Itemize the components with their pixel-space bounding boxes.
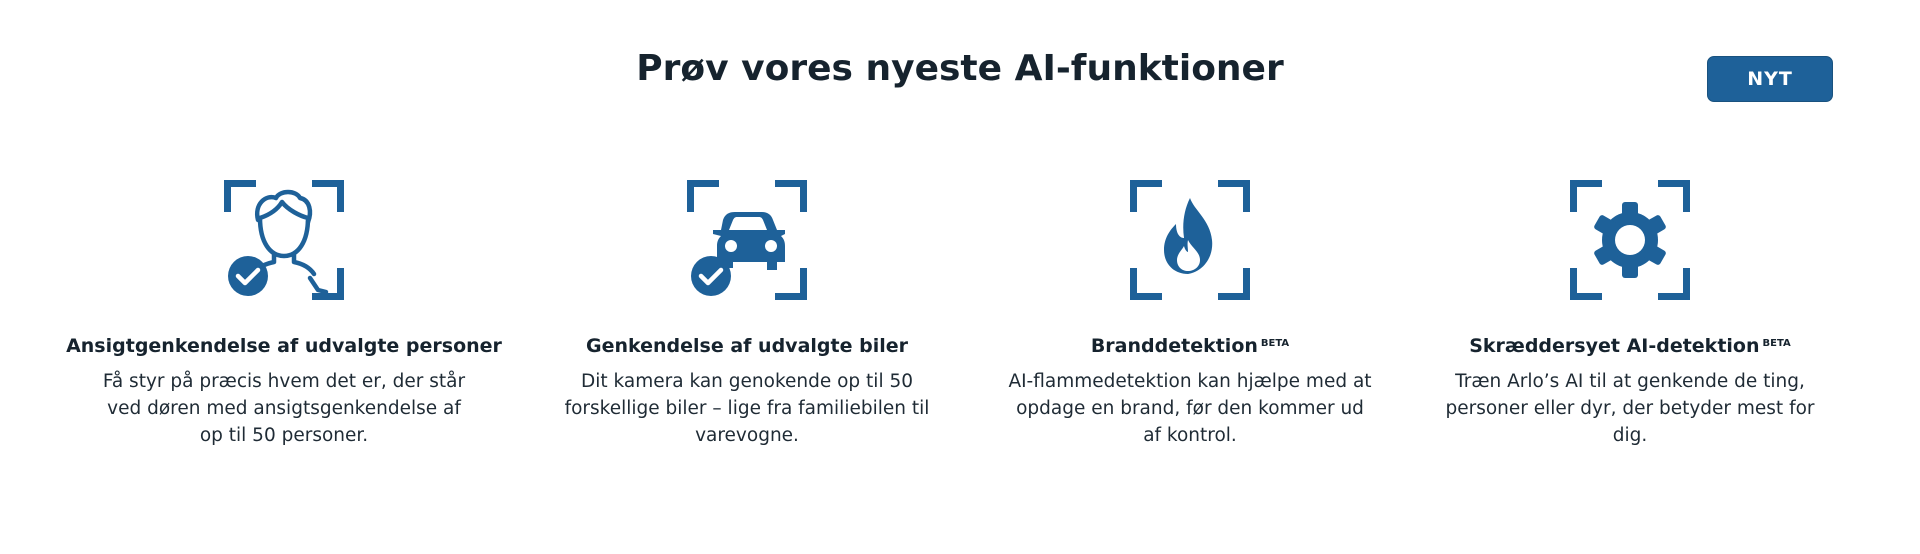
fire-detection-icon <box>1130 180 1250 300</box>
feature-card-face-recognition <box>64 180 504 449</box>
feature-description: Træn Arlo’s AI til at genkende de ting, personer eller dyr, der betyder mest for dig. <box>1445 371 1815 446</box>
feature-card-custom-detection <box>1410 180 1850 449</box>
feature-title: Skræddersyet AI-detektion $^{BETA}$ <box>1469 335 1791 357</box>
page-title: Prøv vores nyeste AI-funktioner <box>636 48 1284 89</box>
feature-card-fire-detection <box>970 180 1410 449</box>
new-badge[interactable]: NYT <box>1707 56 1833 102</box>
beta-tag: BETA <box>1762 338 1791 349</box>
feature-description: Dit kamera kan genokende op til 50 forskellige biler – lige fra familiebilen til varevogne. <box>564 371 930 446</box>
car-recognition-icon <box>687 180 807 300</box>
custom-detection-gear-icon <box>1570 180 1690 300</box>
beta-tag: BETA <box>1260 338 1290 349</box>
feature-title: Ansigtgenkendelse af udvalgte personer <box>66 335 502 357</box>
face-recognition-icon <box>224 180 344 300</box>
feature-title: Branddetektion $^{BETA}$ <box>1090 335 1290 357</box>
feature-description: AI-flammedetektion kan hjælpe med at opdage en brand, før den kommer ud af kontrol. <box>1008 371 1372 446</box>
feature-description: Få styr på præcis hvem det er, der står ved døren med ansigtsgenkendelse af op til 50 personer. <box>102 371 466 446</box>
feature-card-car-recognition <box>527 180 967 449</box>
feature-title: Genkendelse af udvalgte biler <box>586 335 908 357</box>
